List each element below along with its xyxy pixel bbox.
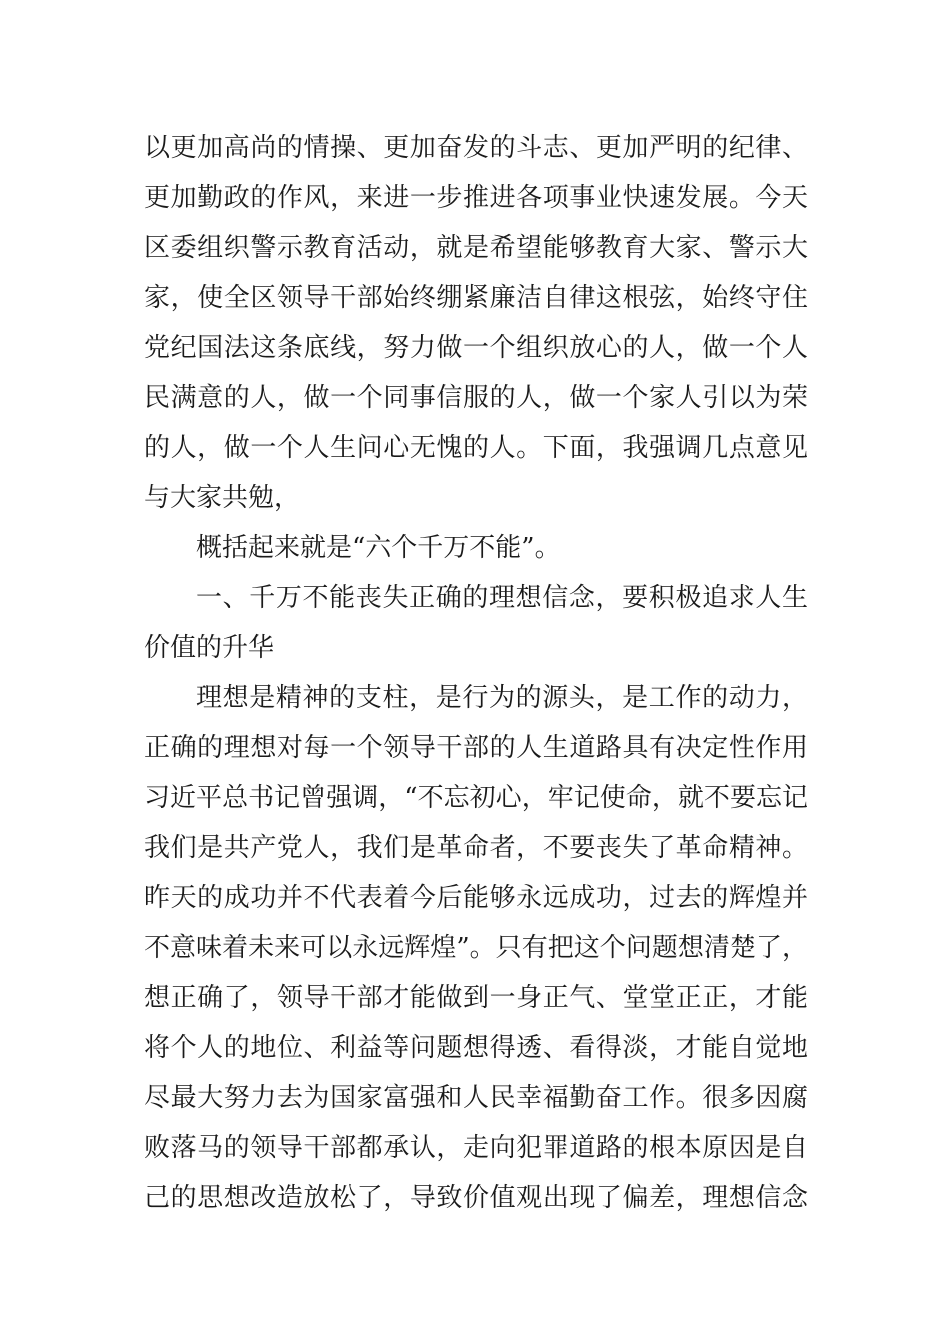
text-line: 的人，做一个人生问心无愧的人。下面，我强调几点意见 <box>144 433 808 463</box>
text-line: 更加勤政的作风，来进一步推进各项事业快速发展。今天 <box>144 183 808 213</box>
section-heading-continued: 价值的升华 <box>144 633 275 663</box>
section-heading: 一、千万不能丧失正确的理想信念，要积极追求人生 <box>196 583 808 613</box>
text-line: 民满意的人，做一个同事信服的人，做一个家人引以为荣 <box>144 383 808 413</box>
text-line: 我们是共产党人，我们是革命者，不要丧失了革命精神。 <box>144 833 808 863</box>
text-line: 区委组织警示教育活动，就是希望能够教育大家、警示大 <box>144 233 808 263</box>
text-line: 败落马的领导干部都承认，走向犯罪道路的根本原因是自 <box>144 1133 808 1163</box>
text-line: 理想是精神的支柱，是行为的源头，是工作的动力， <box>196 683 808 713</box>
text-line: 以更加高尚的情操、更加奋发的斗志、更加严明的纪律、 <box>144 133 808 163</box>
text-line: 不意味着未来可以永远辉煌”。只有把这个问题想清楚了， <box>144 933 808 963</box>
text-line: 尽最大努力去为国家富强和人民幸福勤奋工作。很多因腐 <box>144 1083 808 1113</box>
text-line: 昨天的成功并不代表着今后能够永远成功，过去的辉煌并 <box>144 883 808 913</box>
text-line: 党纪国法这条底线，努力做一个组织放心的人，做一个人 <box>144 333 808 363</box>
text-line: 正确的理想对每一个领导干部的人生道路具有决定性作用 <box>144 733 808 763</box>
document-body <box>144 123 808 1223</box>
text-line: 己的思想改造放松了，导致价值观出现了偏差，理想信念 <box>144 1183 808 1213</box>
summary-line: 概括起来就是“六个千万不能”。 <box>196 533 561 563</box>
text-line: 家，使全区领导干部始终绷紧廉洁自律这根弦，始终守住 <box>144 283 808 313</box>
text-line: 将个人的地位、利益等问题想得透、看得淡，才能自觉地 <box>144 1033 808 1063</box>
text-line: 习近平总书记曾强调，“不忘初心，牢记使命，就不要忘记 <box>144 783 808 813</box>
text-line: 与大家共勉， <box>144 483 301 513</box>
text-line: 想正确了，领导干部才能做到一身正气、堂堂正正，才能 <box>144 983 808 1013</box>
